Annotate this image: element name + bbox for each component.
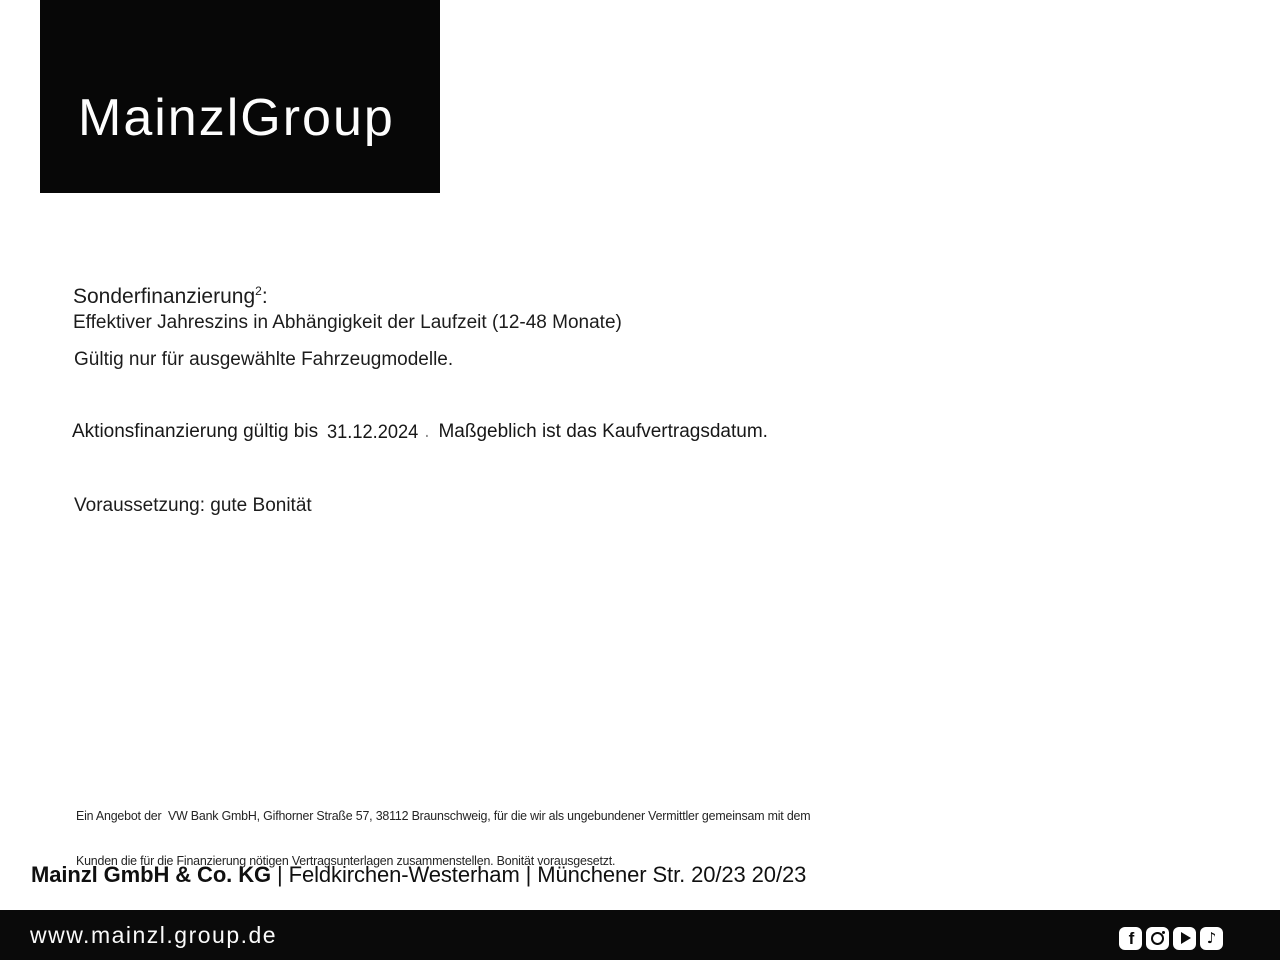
promo-date: 31.12.2024	[327, 422, 419, 443]
company-address: | Feldkirchen-Westerham | Münchener Str. 20/23 20/23	[271, 862, 807, 887]
instagram-icon[interactable]	[1146, 927, 1169, 950]
promo-line	[72, 421, 768, 443]
youtube-icon[interactable]	[1173, 927, 1196, 950]
heading-text: Sonderfinanzierung	[73, 285, 256, 308]
legal-line-2: Kunden die für die Finanzierung nötigen Vertragsunterlagen zusammenstellen. Bonität vorausgesetzt.	[76, 853, 616, 868]
heading	[73, 284, 268, 309]
legal-line-1: Ein Angebot der VW Bank GmbH, Gifhorner Straße 57, 38112 Braunschweig, für die wir als ungebundener Vermittler gemeinsam mit dem	[76, 808, 811, 823]
subheading: Effektiver Jahreszins in Abhängigkeit der Laufzeit (12-48 Monate)	[73, 312, 622, 333]
promo-period: .	[424, 421, 430, 442]
heading-colon: :	[261, 285, 268, 308]
models-note: Gültig nur für ausgewählte Fahrzeugmodelle.	[74, 349, 454, 370]
company-address-line	[31, 862, 806, 888]
company-name: Mainzl GmbH & Co. KG	[31, 862, 272, 887]
tiktok-icon[interactable]: ♪	[1200, 927, 1223, 950]
bottom-bar	[0, 910, 1280, 960]
social-icons	[1119, 927, 1223, 950]
promo-prefix: Aktionsfinanzierung gültig bis	[72, 421, 319, 442]
logo-box	[40, 0, 440, 193]
heading-footnote-marker: 2	[255, 284, 262, 298]
logo-text: MainzlGroup	[78, 89, 395, 147]
promo-suffix: Maßgeblich ist das Kaufvertragsdatum.	[438, 421, 768, 442]
website-url: www.mainzl.group.de	[30, 921, 278, 948]
facebook-icon[interactable]: f	[1119, 927, 1142, 950]
requirement-note: Voraussetzung: gute Bonität	[74, 495, 312, 516]
